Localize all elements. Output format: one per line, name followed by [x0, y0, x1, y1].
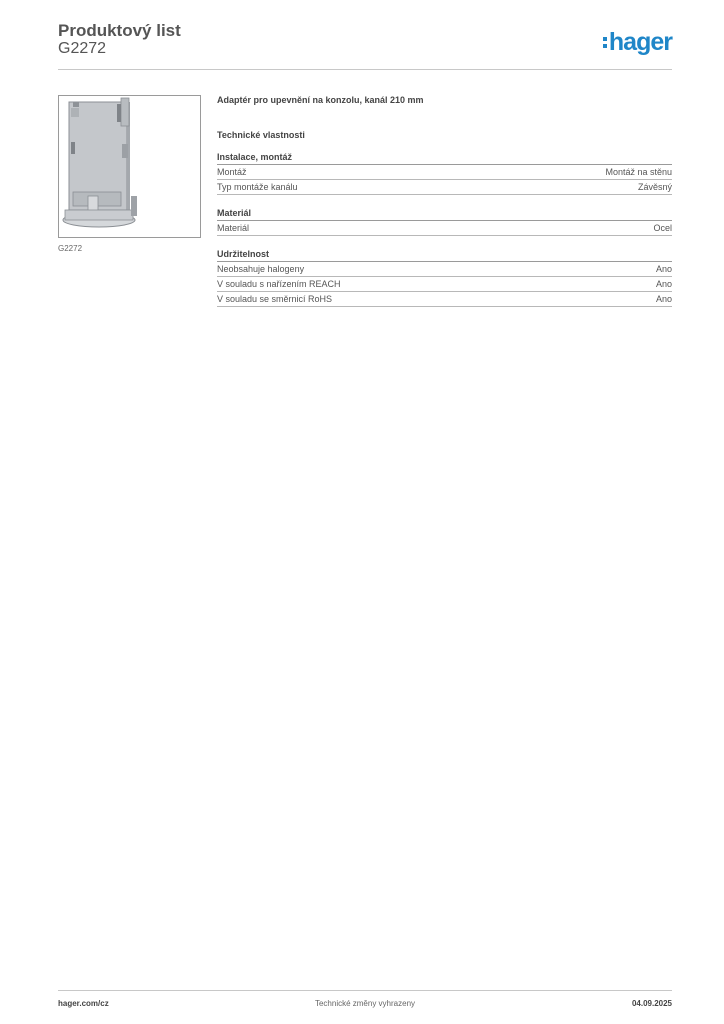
- spec-label: V souladu se směrnicí RoHS: [217, 294, 333, 304]
- product-image: [58, 95, 201, 238]
- spec-row: [217, 221, 672, 236]
- hager-logo: [603, 29, 672, 55]
- logo-dots-icon: [603, 37, 607, 48]
- spec-row: [217, 262, 672, 277]
- spec-row: [217, 180, 672, 195]
- adapter-bracket-illustration: [59, 96, 200, 237]
- product-description: Adaptér pro upevnění na konzolu, kanál 210 mm: [217, 95, 424, 105]
- product-details: [217, 95, 672, 307]
- spec-group-installation: [217, 152, 672, 195]
- spec-row: [217, 292, 672, 307]
- specs-heading: Technické vlastnosti: [217, 130, 305, 140]
- spec-value: Ano: [655, 264, 672, 274]
- spec-label: Materiál: [217, 223, 250, 233]
- spec-label: Neobsahuje halogeny: [217, 264, 305, 274]
- spec-row: [217, 165, 672, 180]
- spec-value: Ano: [655, 279, 672, 289]
- product-code: G2272: [58, 40, 107, 57]
- footer-notice: Technické změny vyhrazeny: [314, 999, 416, 1008]
- spec-group-title: Instalace, montáž: [217, 152, 672, 165]
- spec-group-material: [217, 208, 672, 236]
- spec-group-title: Udržitelnost: [217, 249, 672, 262]
- spec-label: Montáž: [217, 167, 247, 177]
- spec-label: V souladu s nařízením REACH: [217, 279, 341, 289]
- spec-group-title: Materiál: [217, 208, 672, 221]
- footer-date: 04.09.2025: [631, 999, 672, 1008]
- spec-group-sustainability: [217, 249, 672, 307]
- spec-value: Ano: [655, 294, 672, 304]
- footer-website-link[interactable]: hager.com/cz: [58, 999, 109, 1008]
- page-footer: [58, 990, 672, 1011]
- logo-text: hager: [608, 28, 672, 56]
- spec-value: Závěsný: [637, 182, 672, 192]
- spec-label: Typ montáže kanálu: [217, 182, 298, 192]
- page-header: [58, 20, 672, 70]
- image-caption: G2272: [58, 244, 83, 253]
- spec-row: [217, 277, 672, 292]
- page-title: Produktový list: [58, 21, 181, 40]
- spec-value: Montáž na stěnu: [605, 167, 672, 177]
- spec-value: Ocel: [653, 223, 672, 233]
